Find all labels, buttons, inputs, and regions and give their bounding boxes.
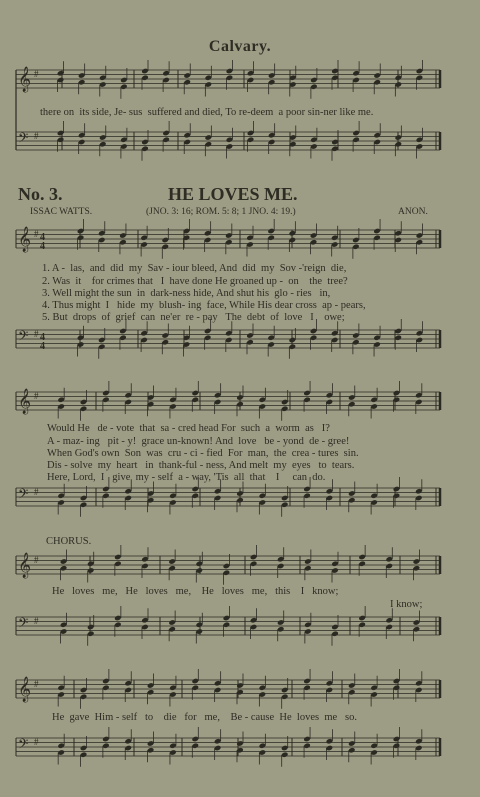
verse-2-line-1: 2. Was it for crimes that I have done He groaned up - on the tree?	[42, 276, 348, 287]
staff	[16, 219, 440, 259]
bass-clef-icon: 𝄢	[18, 130, 29, 149]
verse-5-line-1: 5. But drops of grief can ne'er re - pay The debt of love I owe;	[42, 312, 345, 323]
chorus-label: CHORUS.	[46, 536, 92, 547]
treble-clef-icon: 𝄞	[18, 67, 32, 92]
hymn-title-calvary: Calvary.	[208, 38, 272, 55]
bass-clef-icon: 𝄢	[18, 328, 29, 347]
sharp-icon: #	[34, 555, 39, 565]
composer-credit: ANON.	[398, 207, 428, 217]
sharp-icon: #	[34, 737, 39, 747]
staff	[16, 60, 440, 99]
sharp-icon: #	[34, 391, 39, 401]
staff	[16, 319, 440, 359]
bass-time-signature-lower: 4	[40, 341, 45, 352]
staff	[16, 121, 440, 161]
sharp-icon: #	[34, 679, 39, 689]
staff	[16, 545, 440, 585]
time-signature: 4	[40, 232, 45, 243]
staff	[16, 381, 440, 421]
sharp-icon: #	[34, 487, 39, 497]
verse-4-line-2: Dis - solve my heart in thank-ful - ness, And melt my eyes to tears.	[47, 460, 355, 471]
verse-4-line-1: 4. Thus might I hide my blush- ing face, While His dear cross ap - pears,	[42, 300, 366, 311]
sharp-icon: #	[34, 69, 39, 79]
sharp-icon: #	[34, 229, 39, 239]
chorus-lyric-1-bass: I know;	[390, 599, 423, 610]
bass-clef-icon: 𝄢	[18, 486, 29, 505]
treble-clef-icon: 𝄞	[18, 227, 32, 252]
treble-clef-icon: 𝄞	[18, 389, 32, 414]
music-system-4-bass	[0, 726, 480, 786]
hymn-title: HE LOVES ME.	[168, 184, 298, 204]
staff	[16, 727, 440, 767]
treble-clef-icon: 𝄞	[18, 553, 32, 578]
verse-1-line-2: Would He de - vote that sa - cred head For such a worm as I?	[47, 423, 330, 434]
author-credit: ISSAC WATTS.	[30, 207, 93, 217]
bass-time-signature: 4	[40, 332, 45, 343]
staff	[16, 669, 440, 709]
staff	[16, 606, 440, 646]
sharp-icon: #	[34, 329, 39, 339]
chorus-lyric-1: He loves me, He loves me, He loves me, this I know;	[52, 586, 339, 597]
verse-1-line-1: 1. A - las, and did my Sav - iour bleed, And did my Sov -'reign die,	[42, 263, 347, 274]
sharp-icon: #	[34, 131, 39, 141]
chorus-lyric-2: He gave Him - self to die for me, Be - cause He loves me so.	[52, 712, 358, 723]
bass-clef-icon: 𝄢	[18, 736, 29, 755]
sharp-icon: #	[34, 616, 39, 626]
lyric-line-calvary: there on its side, Je- sus suffered and died, To re-deem a poor sin-ner like me.	[40, 107, 374, 118]
verse-2-line-2: A - maz- ing pit - y! grace un-known! And love be - yond de - gree!	[47, 436, 350, 447]
music-system-1-bass	[0, 318, 480, 388]
time-signature-lower: 4	[40, 241, 45, 252]
staff	[16, 477, 440, 517]
verse-3-line-2: When God's own Son was cru - ci - fied For man, the crea - tures sin.	[47, 448, 359, 459]
hymn-number: No. 3.	[18, 184, 63, 204]
scripture-reference: (JNO. 3: 16; ROM. 5: 8; 1 JNO. 4: 19.)	[146, 207, 296, 217]
verse-3-line-1: 3. Well might the sun in dark-ness hide, And shut his glo - ries in,	[42, 288, 331, 299]
bass-clef-icon: 𝄢	[18, 615, 29, 634]
treble-clef-icon: 𝄞	[18, 677, 32, 702]
verse-5-line-2: Here, Lord, I give my - self a - way, 'Tis all that I can do.	[47, 472, 326, 483]
music-system-3-bass	[0, 605, 480, 665]
